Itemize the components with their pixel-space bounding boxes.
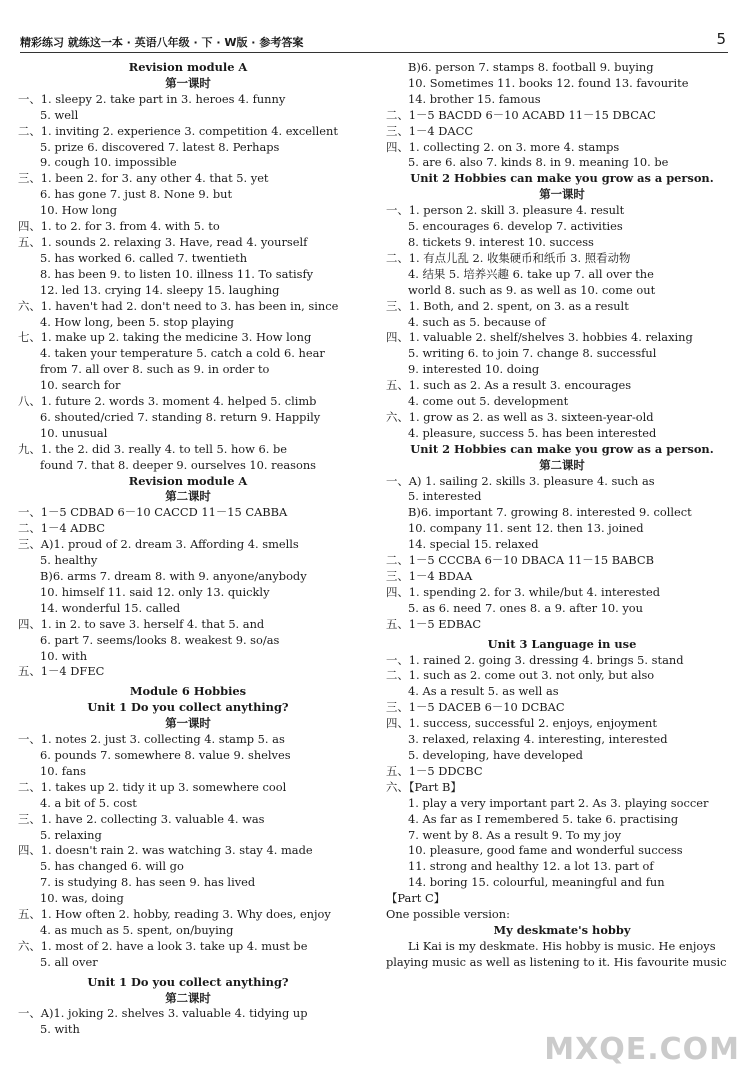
answer-line: 5. as 6. need 7. ones 8. a 9. after 10. you [408,600,643,615]
answer-line: 4. pleasure, success 5. has been interested [408,425,657,440]
answer-line: 4. 结果 5. 培养兴趣 6. take up 7. all over the [408,266,654,281]
answer-line: 5. prize 6. discovered 7. latest 8. Perhaps [40,139,280,154]
answer-line: 14. wonderful 15. called [40,600,181,615]
answer-line: 一、1. notes 2. just 3. collecting 4. stamp 5. as [18,732,285,747]
answer-line: 三、1－4 BDAA [386,569,473,583]
answer-line: 二、1－5 BACDD 6－10 ACABD 11－15 DBCAC [386,107,656,122]
answer-line: 12. led 13. crying 14. sleepy 15. laughing [40,282,280,297]
answer-line: 4. As far as I remembered 5. take 6. practising [408,811,679,826]
answer-line: 一、1. sleepy 2. take part in 3. heroes 4. funny [18,91,286,106]
answer-line: 三、1. have 2. collecting 3. valuable 4. was [18,811,265,826]
answer-line: 5. with [40,1022,80,1037]
answer-line: 五、1. sounds 2. relaxing 3. Have, read 4. yourself [18,234,308,249]
answer-line: 五、1－5 EDBAC [386,616,482,631]
answer-line: 5. writing 6. to join 7. change 8. successful [408,346,657,361]
answer-line: B)6. person 7. stamps 8. football 9. buying [408,60,654,74]
section-heading: Revision module A [128,60,248,74]
answer-line: 四、1. spending 2. for 3. while/but 4. interested [386,584,660,599]
answer-line: 7. is studying 8. has seen 9. has lived [40,875,256,890]
answer-line: found 7. that 8. deeper 9. ourselves 10. reasons [40,457,317,472]
answer-line: 四、1. to 2. for 3. from 4. with 5. to [18,219,220,234]
answer-line: 二、1. takes up 2. tidy it up 3. somewhere cool [18,779,287,794]
answer-line: 5. well [40,107,79,122]
answer-line: 10. was, doing [40,891,124,906]
answer-line: 五、1－5 DDCBC [386,763,483,778]
answer-line: 四、1. success, successful 2. enjoys, enjoyment [386,716,657,731]
answer-line: 五、1. How often 2. hobby, reading 3. Why does, enjoy [18,907,331,922]
answer-line: 六、1. grow as 2. as well as 3. sixteen-year-old [386,409,654,424]
answer-line: 4. a bit of 5. cost [40,795,137,810]
answer-line: 4. taken your temperature 5. catch a cold 6. hear [40,346,325,361]
answer-line: 8. tickets 9. interest 10. success [408,234,594,249]
answer-line: 3. relaxed, relaxing 4. interesting, interested [408,732,668,747]
answer-line: 四、1. doesn't rain 2. was watching 3. stay 4. made [18,843,313,858]
answer-line: 4. As a result 5. as well as [408,684,559,699]
answer-line: 【Part C】 [386,891,446,906]
answer-line: 10. fans [40,763,86,778]
answer-line: 一、1. rained 2. going 3. dressing 4. brings 5. stand [386,652,684,667]
answer-line: 5. healthy [40,553,98,568]
section-heading: Unit 2 Hobbies can make you grow as a person. [410,171,714,186]
lesson-heading: 第一课时 [539,187,585,202]
answer-line: 七、1. make up 2. taking the medicine 3. How long [18,330,312,345]
answer-line: 四、1. valuable 2. shelf/shelves 3. hobbies 4. relaxing [386,330,693,345]
page-header [20,30,728,53]
essay-paragraph: Li Kai is my deskmate. His hobby is music. He enjoys playing music as well as listening to it. His favourite music [386,938,727,969]
watermark-logo: MXQE.COM [544,1032,740,1067]
answer-line: 10. himself 11. said 12. only 13. quickly [40,584,270,599]
answer-line: 10. pleasure, good fame and wonderful success [408,843,683,858]
answer-line: 14. brother 15. famous [408,91,541,106]
answer-line: 三、A)1. proud of 2. dream 3. Affording 4. smells [18,537,299,552]
answer-line: 5. encourages 6. develop 7. activities [408,219,623,234]
answer-line: 九、1. the 2. did 3. really 4. to tell 5. how 6. be [18,441,288,456]
answer-line: 8. has been 9. to listen 10. illness 11. To satisfy [40,266,314,281]
answer-line: 1. play a very important part 2. As 3. playing soccer [408,795,709,810]
answer-line: 二、1－4 ADBC [18,521,105,536]
answer-line: 5. relaxing [40,827,102,842]
lesson-heading: 第一课时 [165,716,211,731]
answer-line: 4. How long, been 5. stop playing [40,314,234,329]
header-title: 精彩练习 就练这一本 · 英语八年级 · 下 · W版 · 参考答案 [20,36,304,49]
essay-title: My deskmate's hobby [493,922,631,937]
answer-line: 三、1. been 2. for 3. any other 4. that 5. yet [18,171,269,186]
section-heading: Unit 1 Do you collect anything? [87,700,289,715]
section-heading: Revision module A [128,473,248,488]
answer-line: world 8. such as 9. as well as 10. come out [408,282,656,297]
answer-line: 六、1. most of 2. have a look 3. take up 4. must be [18,938,308,953]
answer-line: 二、1－5 CCCBA 6－10 DBACA 11－15 BABCB [386,553,654,568]
answer-line: 5. are 6. also 7. kinds 8. in 9. meaning 10. be [408,155,669,170]
answer-line: 八、1. future 2. words 3. moment 4. helped 5. climb [18,394,317,409]
answer-line: 5. developing, have developed [408,747,583,762]
answer-line: 一、1－5 CDBAD 6－10 CACCD 11－15 CABBA [18,505,288,520]
answer-line: 14. boring 15. colourful, meaningful and fun [408,875,665,890]
answer-line: 一、1. person 2. skill 3. pleasure 4. result [386,203,625,218]
answer-line: 10. company 11. sent 12. then 13. joined [408,521,644,536]
section-heading: Module 6 Hobbies [129,684,247,699]
answer-line: 五、1－4 DFEC [18,664,105,679]
answer-line: 4. as much as 5. spent, on/buying [40,922,234,937]
answer-line: 5. has changed 6. will go [40,859,184,874]
answer-line: 六、【Part B】 [386,779,462,794]
answer-line: 二、1. such as 2. come out 3. not only, but also [386,668,655,683]
lesson-heading: 第二课时 [165,990,211,1005]
answer-line: 一、A)1. joking 2. shelves 3. valuable 4. tidying up [18,1006,308,1021]
answer-line: 6. has gone 7. just 8. None 9. but [40,187,233,202]
answer-line: 10. with [40,648,88,663]
answer-line: 5. all over [40,954,98,969]
answer-line: 三、1－4 DACC [386,123,474,138]
answer-line: 6. pounds 7. somewhere 8. value 9. shelves [40,747,291,762]
answer-line: 5. interested [408,489,482,504]
answer-line: B)6. arms 7. dream 8. with 9. anyone/anybody [40,569,307,583]
answer-line: 6. part 7. seems/looks 8. weakest 9. so/as [40,632,280,647]
answer-line: 5. has worked 6. called 7. twentieth [40,250,248,265]
section-heading: Unit 3 Language in use [487,636,637,651]
answer-line: 6. shouted/cried 7. standing 8. return 9. Happily [40,409,321,424]
lesson-heading: 第二课时 [539,457,585,472]
answer-line: 四、1. collecting 2. on 3. more 4. stamps [386,139,620,154]
answer-line: 9. cough 10. impossible [40,155,177,170]
answer-line: 4. come out 5. development [408,394,569,409]
answer-line: 三、1－5 DACEB 6－10 DCBAC [386,700,565,715]
answer-line: 六、1. haven't had 2. don't need to 3. has been in, since [18,298,339,313]
answer-line: 10. search for [40,378,121,393]
left-column [18,60,358,1038]
answer-line: 二、1. 有点儿乱 2. 收集硬币和纸币 3. 照看动物 [386,250,631,265]
answer-line: 四、1. in 2. to save 3. herself 4. that 5. and [18,616,265,631]
answer-line: 11. strong and healthy 12. a lot 13. part of [408,859,654,874]
right-column [386,60,738,971]
section-heading: Unit 2 Hobbies can make you grow as a person. [410,441,714,456]
answer-line: B)6. important 7. growing 8. interested 9. collect [408,505,692,520]
answer-line: 10. How long [40,203,118,218]
answer-line: 9. interested 10. doing [408,362,540,377]
answer-line: 7. went by 8. As a result 9. To my joy [408,827,622,842]
lesson-heading: 第二课时 [165,489,211,504]
answer-line: 五、1. such as 2. As a result 3. encourages [386,378,632,393]
answer-line: One possible version: [386,907,510,922]
answer-line: 14. special 15. relaxed [408,537,539,552]
answer-line: 一、A) 1. sailing 2. skills 3. pleasure 4. such as [386,473,655,488]
answer-line: 三、1. Both, and 2. spent, on 3. as a result [386,298,629,313]
section-heading: Unit 1 Do you collect anything? [87,974,289,989]
lesson-heading: 第一课时 [165,75,211,90]
answer-line: 10. Sometimes 11. books 12. found 13. favourite [408,75,689,90]
page-number: 5 [716,30,726,48]
answer-line: 10. unusual [40,425,108,440]
answer-line: 二、1. inviting 2. experience 3. competition 4. excellent [18,123,338,138]
answer-line: from 7. all over 8. such as 9. in order to [40,362,270,377]
answer-line: 4. such as 5. because of [408,314,546,329]
